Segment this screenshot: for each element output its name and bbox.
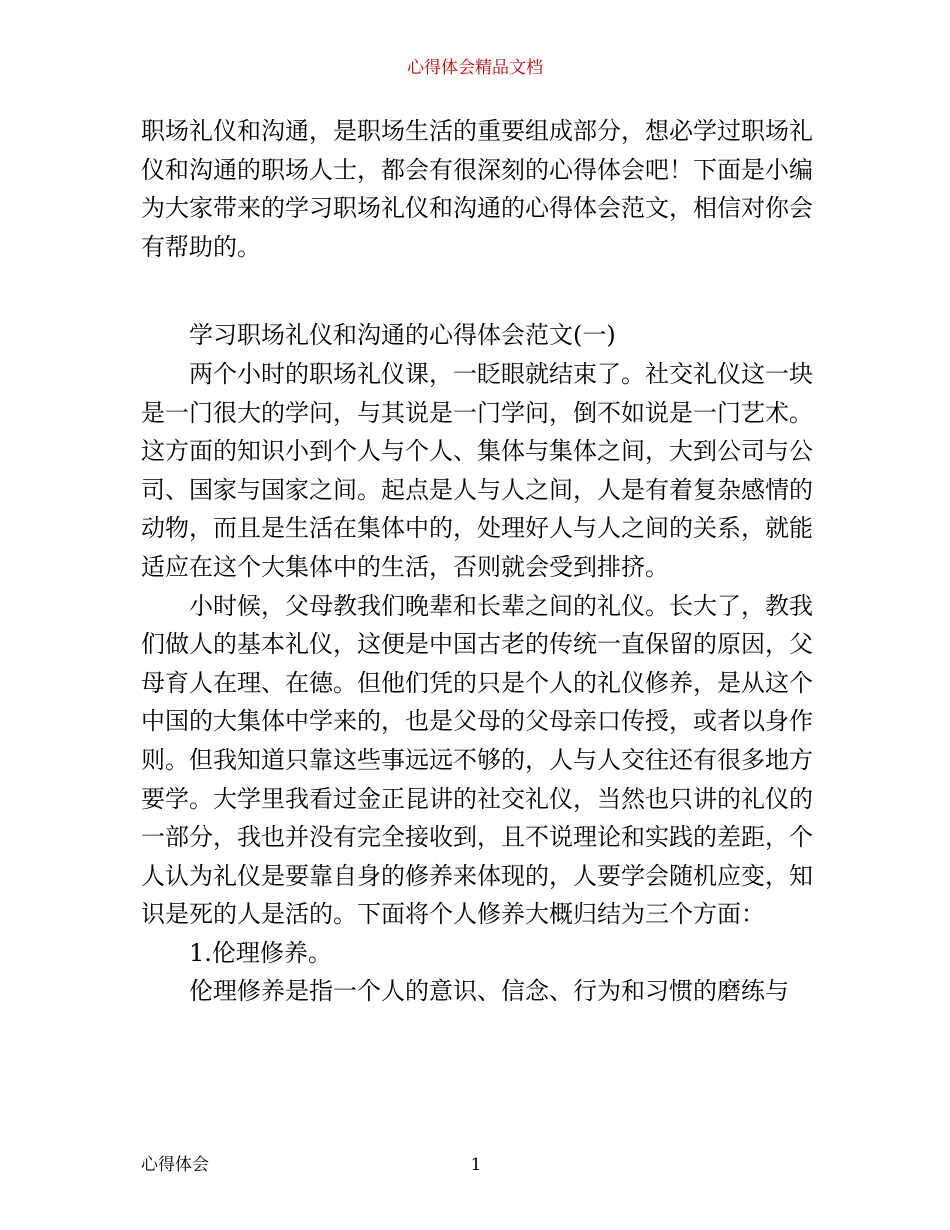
body-paragraph-1: 两个小时的职场礼仪课，一眨眼就结束了。社交礼仪这一块是一门很大的学问，与其说是一门学问，倒不如说是一门艺术。这方面的知识小到个人与个人、集体与集体之间，大到公司与公司、国家与国家之间。起点是人与人之间，人是有着复杂感情的动物，而且是生活在集体中的，处理好人与人之间的关系，就能适应在这个大集体中的生活，否则就会受到排挤。: [141, 359, 813, 581]
body-paragraph-3: 伦理修养是指一个人的意识、信念、行为和习惯的磨练与: [189, 977, 789, 1006]
body-paragraph-2: 小时候，父母教我们晚辈和长辈之间的礼仪。长大了，教我们做人的基本礼仪，这便是中国古老的传统一直保留的原因，父母育人在理、在德。但他们凭的只是个人的礼仪修养，是从这个中国的大集体中学来的，也是父母的父母亲口传授，或者以身作则。但我知道只靠这些事远远不够的，人与人交往还有很多地方要学。大学里我看过金正昆讲的社交礼仪，当然也只讲的礼仪的一部分，我也并没有完全接收到，且不说理论和实践的差距，个人认为礼仪是要靠自身的修养来体现的，人要学会随机应变，知识是死的人是活的。下面将个人修养大概归结为三个方面：: [141, 591, 813, 929]
page-number: 1: [470, 1155, 482, 1175]
intro-paragraph: 职场礼仪和沟通，是职场生活的重要组成部分，想必学过职场礼仪和沟通的职场人士，都会有很深刻的心得体会吧！下面是小编为大家带来的学习职场礼仪和沟通的心得体会范文，相信对你会有帮助的。: [141, 117, 813, 261]
document-header: 心得体会精品文档: [407, 58, 543, 78]
section-heading-ethics: 1.伦理修养。: [189, 938, 332, 967]
footer-label: 心得体会: [141, 1155, 209, 1175]
section-subtitle: 学习职场礼仪和沟通的心得体会范文(一): [189, 321, 616, 350]
document-body: [141, 112, 813, 1011]
